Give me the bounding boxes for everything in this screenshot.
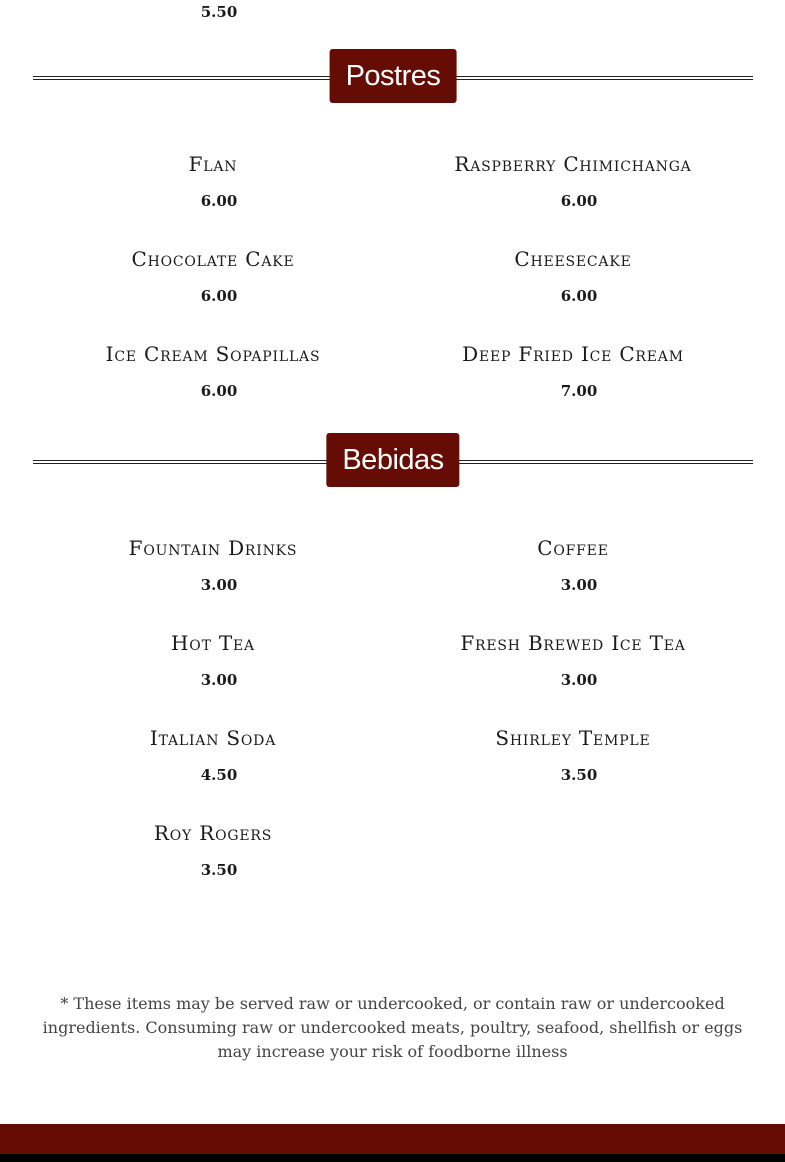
item-price: 3.00 [560,576,598,594]
item-price: 3.50 [560,766,598,784]
menu-item-italian-soda [33,726,393,784]
item-price: 3.00 [200,576,238,594]
menu-item-flan [33,152,393,210]
item-price: 7.00 [560,382,598,400]
item-name: Chocolate Cake [131,247,295,271]
item-price: 3.00 [200,671,238,689]
menu-item-fresh-brewed-ice-tea [393,631,753,689]
menu-item-roy-rogers [33,821,393,879]
item-name: Coffee [537,536,609,560]
menu-item-cheesecake [393,247,753,305]
item-name: Roy Rogers [153,821,273,845]
item-name: Flan [188,152,238,176]
section-header-bebidas [33,433,753,489]
item-name: Deep Fried Ice Cream [462,342,684,366]
item-name: Hot Tea [171,631,255,655]
item-price: 3.50 [200,861,238,879]
item-price: 4.50 [200,766,238,784]
menu-item-shirley-temple [393,726,753,784]
menu-item-coffee [393,536,753,594]
item-name: Fountain Drinks [128,536,298,560]
footer-bar [0,1124,785,1154]
section-title-badge: Bebidas [326,433,459,487]
item-name: Fresh Brewed Ice Tea [460,631,686,655]
item-price: 6.00 [200,287,238,305]
item-price: 3.00 [560,671,598,689]
item-name: Cheesecake [514,247,632,271]
menu-item-fountain-drinks [33,536,393,594]
previous-item-price: 5.50 [200,3,238,21]
item-name: Ice Cream Sopapillas [105,342,321,366]
item-price: 6.00 [200,382,238,400]
food-safety-disclaimer: * These items may be served raw or undercooked, or contain raw or undercooked ingredients. Consuming raw or undercooked meats, poultry, seafood, shellfish or eggs may increase your risk of foodborne illness [42,994,743,1061]
item-name: Italian Soda [149,726,277,750]
item-price: 6.00 [560,192,598,210]
item-name: Shirley Temple [495,726,651,750]
footer-edge [0,1154,785,1162]
item-price: 6.00 [200,192,238,210]
menu-item-deep-fried-ice-cream [393,342,753,400]
menu-item-chocolate-cake [33,247,393,305]
section-header-postres [33,49,753,105]
menu-item-raspberry-chimichanga [393,152,753,210]
section-title-badge: Postres [330,49,457,103]
menu-item-ice-cream-sopapillas [33,342,393,400]
item-price: 6.00 [560,287,598,305]
item-name: Raspberry Chimichanga [454,152,692,176]
menu-item-hot-tea [33,631,393,689]
